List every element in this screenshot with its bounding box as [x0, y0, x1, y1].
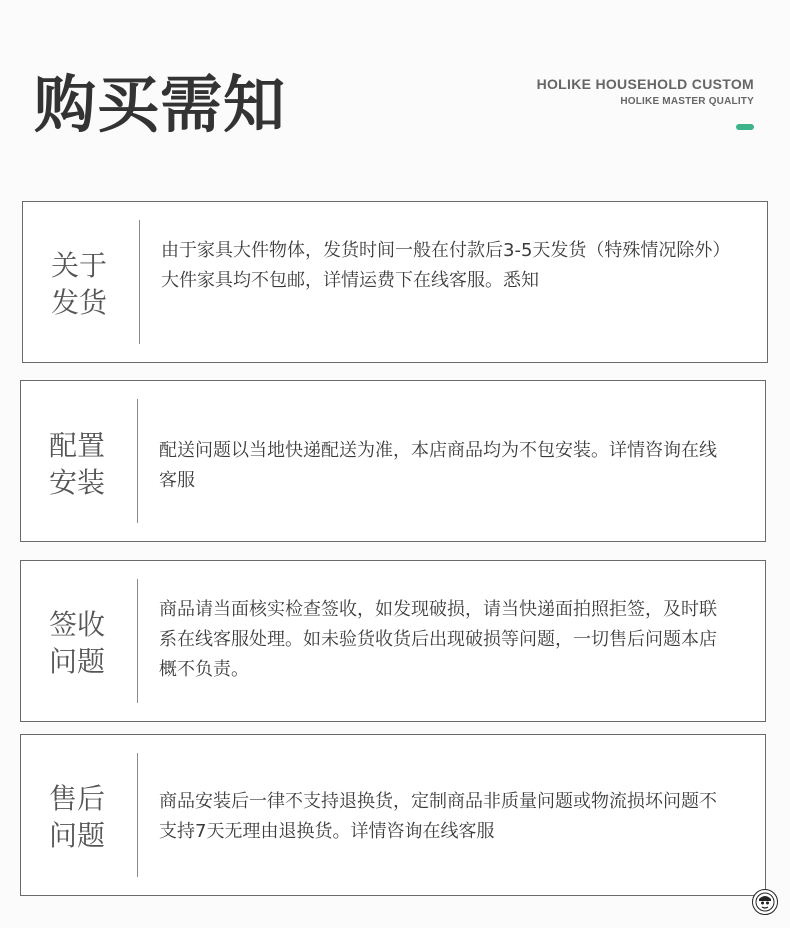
card-label-line1: 关于: [51, 249, 108, 282]
card-label-line1: 签收: [49, 608, 106, 641]
card-divider: [137, 753, 138, 877]
card-label-line1: 配置: [49, 429, 106, 462]
card-text: 由于家具大件物体，发货时间一般在付款后3-5天发货（特殊情况除外）大件家具均不包邮，详情运费下在线客服。悉知: [161, 240, 722, 291]
accent-bar: [736, 124, 754, 130]
card-divider: [137, 399, 138, 523]
card-label-line2: 问题: [49, 645, 106, 678]
card-label-line2: 安装: [49, 466, 106, 499]
card-label-line2: 问题: [49, 819, 106, 852]
card-text: 商品安装后一律不支持退换货，定制商品非质量问题或物流损坏问题不支持7天无理由退换货。详情咨询在线客服: [159, 791, 717, 842]
notice-card-receipt: [20, 560, 766, 722]
notice-card-shipping: [22, 201, 768, 363]
card-label: [21, 427, 137, 501]
card-divider: [139, 220, 140, 344]
card-label-line1: 售后: [49, 782, 106, 815]
brand-block: [537, 76, 754, 107]
card-label: [23, 247, 139, 321]
mascot-seal-icon: [752, 889, 778, 915]
brand-tagline-secondary: HOLIKE MASTER QUALITY: [620, 96, 754, 107]
card-divider: [137, 579, 138, 703]
card-label: [21, 780, 137, 854]
notice-card-aftersales: [20, 734, 766, 896]
brand-tagline-primary: HOLIKE HOUSEHOLD CUSTOM: [536, 76, 754, 92]
notice-card-installation: [20, 380, 766, 542]
card-text: 配送问题以当地快递配送为准，本店商品均为不包安装。详情咨询在线客服: [159, 440, 717, 491]
card-label-line2: 发货: [51, 286, 108, 319]
page-title: 购买需知: [34, 68, 287, 141]
card-text: 商品请当面核实检查签收，如发现破损，请当快递面拍照拒签，及时联系在线客服处理。如未验货收货后出现破损等问题，一切售后问题本店概不负责。: [159, 599, 717, 680]
card-label: [21, 606, 137, 680]
